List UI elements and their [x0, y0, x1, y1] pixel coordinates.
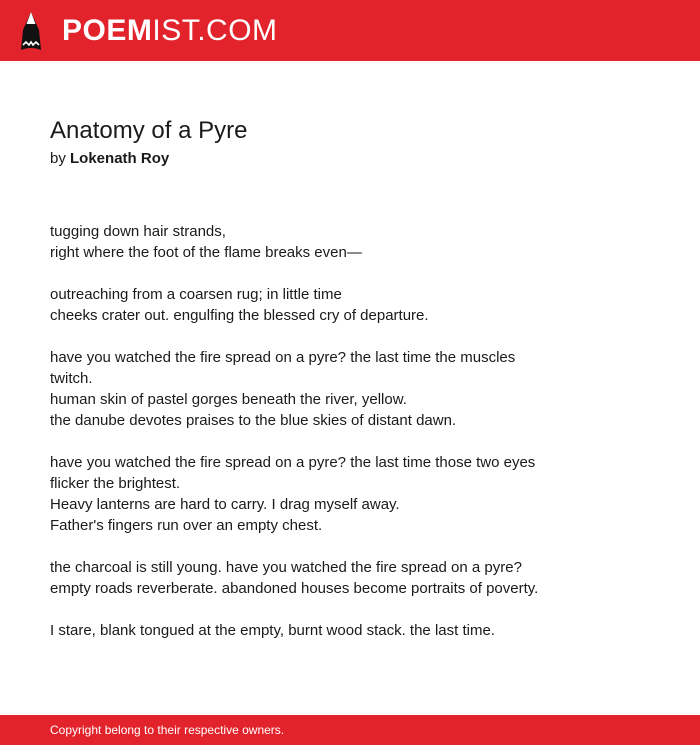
poem-line: human skin of pastel gorges beneath the river, yellow. — [50, 391, 407, 408]
site-header — [0, 0, 700, 61]
by-label: by — [50, 150, 66, 167]
poem-line: cheeks crater out. engulfing the blessed cry of departure. — [50, 307, 429, 324]
pen-nib-icon — [18, 10, 44, 52]
poem-stanza — [50, 557, 670, 599]
poem-stanza — [50, 620, 670, 641]
poem-line: tugging down hair strands, — [50, 223, 226, 240]
poem-stanza — [50, 221, 670, 263]
site-footer — [0, 715, 700, 745]
site-logo-link[interactable] — [18, 10, 278, 52]
poem-stanza — [50, 284, 670, 326]
poem-stanza — [50, 452, 670, 536]
logo-light-text: IST.COM — [152, 14, 278, 47]
poem-content — [50, 115, 670, 662]
poem-body — [50, 221, 670, 641]
poem-stanza — [50, 347, 670, 431]
poem-author: Lokenath Roy — [70, 150, 170, 167]
poem-line: the charcoal is still young. have you watched the fire spread on a pyre? — [50, 559, 522, 576]
poem-line: twitch. — [50, 370, 93, 387]
poem-title: Anatomy of a Pyre — [50, 117, 248, 144]
poem-line: I stare, blank tongued at the empty, burnt wood stack. the last time. — [50, 622, 495, 639]
poem-line: Heavy lanterns are hard to carry. I drag myself away. — [50, 496, 400, 513]
poem-byline — [50, 149, 670, 169]
poem-line: outreaching from a coarsen rug; in little time — [50, 286, 342, 303]
poem-line: empty roads reverberate. abandoned houses become portraits of poverty. — [50, 580, 539, 597]
site-logo-text — [62, 10, 278, 52]
poem-line: flicker the brightest. — [50, 475, 181, 492]
copyright-text: Copyright belong to their respective owners. — [50, 723, 285, 737]
logo-bold-text: POEM — [62, 14, 153, 47]
poem-line: the danube devotes praises to the blue skies of distant dawn. — [50, 412, 457, 429]
poem-line: have you watched the fire spread on a pyre? the last time the muscles — [50, 349, 516, 366]
poem-line: have you watched the fire spread on a pyre? the last time those two eyes — [50, 454, 536, 471]
poem-line: right where the foot of the flame breaks even— — [50, 244, 362, 261]
poem-line: Father's fingers run over an empty chest. — [50, 517, 323, 534]
